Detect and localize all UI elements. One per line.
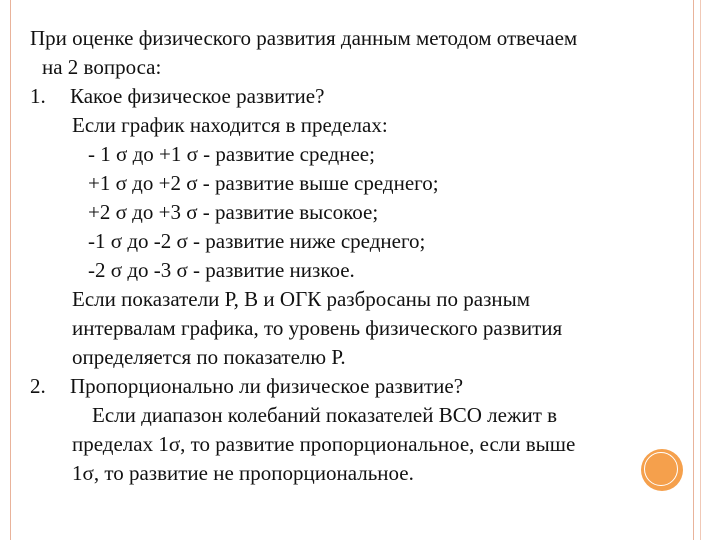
- question-1-title: Какое физическое развитие?: [70, 84, 325, 108]
- question-1-note-line: Если показатели Р, В и ОГК разбросаны по разным: [72, 287, 531, 311]
- range-item: -2 σ до -3 σ - развитие низкое.: [88, 258, 355, 282]
- range-item: +1 σ до +2 σ - развитие выше среднего;: [88, 171, 439, 195]
- slide-body: [30, 24, 662, 488]
- range-item: +2 σ до +3 σ - развитие высокое;: [88, 200, 379, 224]
- question-2-answer-line: 1σ, то развитие не пропорциональное.: [72, 461, 414, 485]
- question-1-heading: [30, 82, 662, 111]
- question-2-heading: [30, 372, 662, 401]
- question-1-note-line: интервалам графика, то уровень физического развития: [72, 316, 563, 340]
- intro-line-2: на 2 вопроса:: [42, 55, 162, 79]
- question-2-answer-line: пределах 1σ, то развитие пропорциональное, если выше: [72, 432, 576, 456]
- question-1-lead: Если график находится в пределах:: [72, 113, 388, 137]
- intro-line-1: При оценке физического развития данным методом отвечаем: [30, 26, 578, 50]
- question-2-answer-line: Если диапазон колебаний показателей ВСО лежит в: [92, 403, 558, 427]
- left-rail-line: [10, 0, 11, 540]
- right-rail-line-outer: [700, 0, 701, 540]
- range-item: - 1 σ до +1 σ - развитие среднее;: [88, 142, 375, 166]
- right-rail-line: [693, 0, 694, 540]
- question-2-number: 2.: [30, 374, 46, 398]
- question-1-note-line: определяется по показателю Р.: [72, 345, 346, 369]
- question-2-title: Пропорционально ли физическое развитие?: [70, 374, 464, 398]
- range-item: -1 σ до -2 σ - развитие ниже среднего;: [88, 229, 426, 253]
- question-1-number: 1.: [30, 84, 46, 108]
